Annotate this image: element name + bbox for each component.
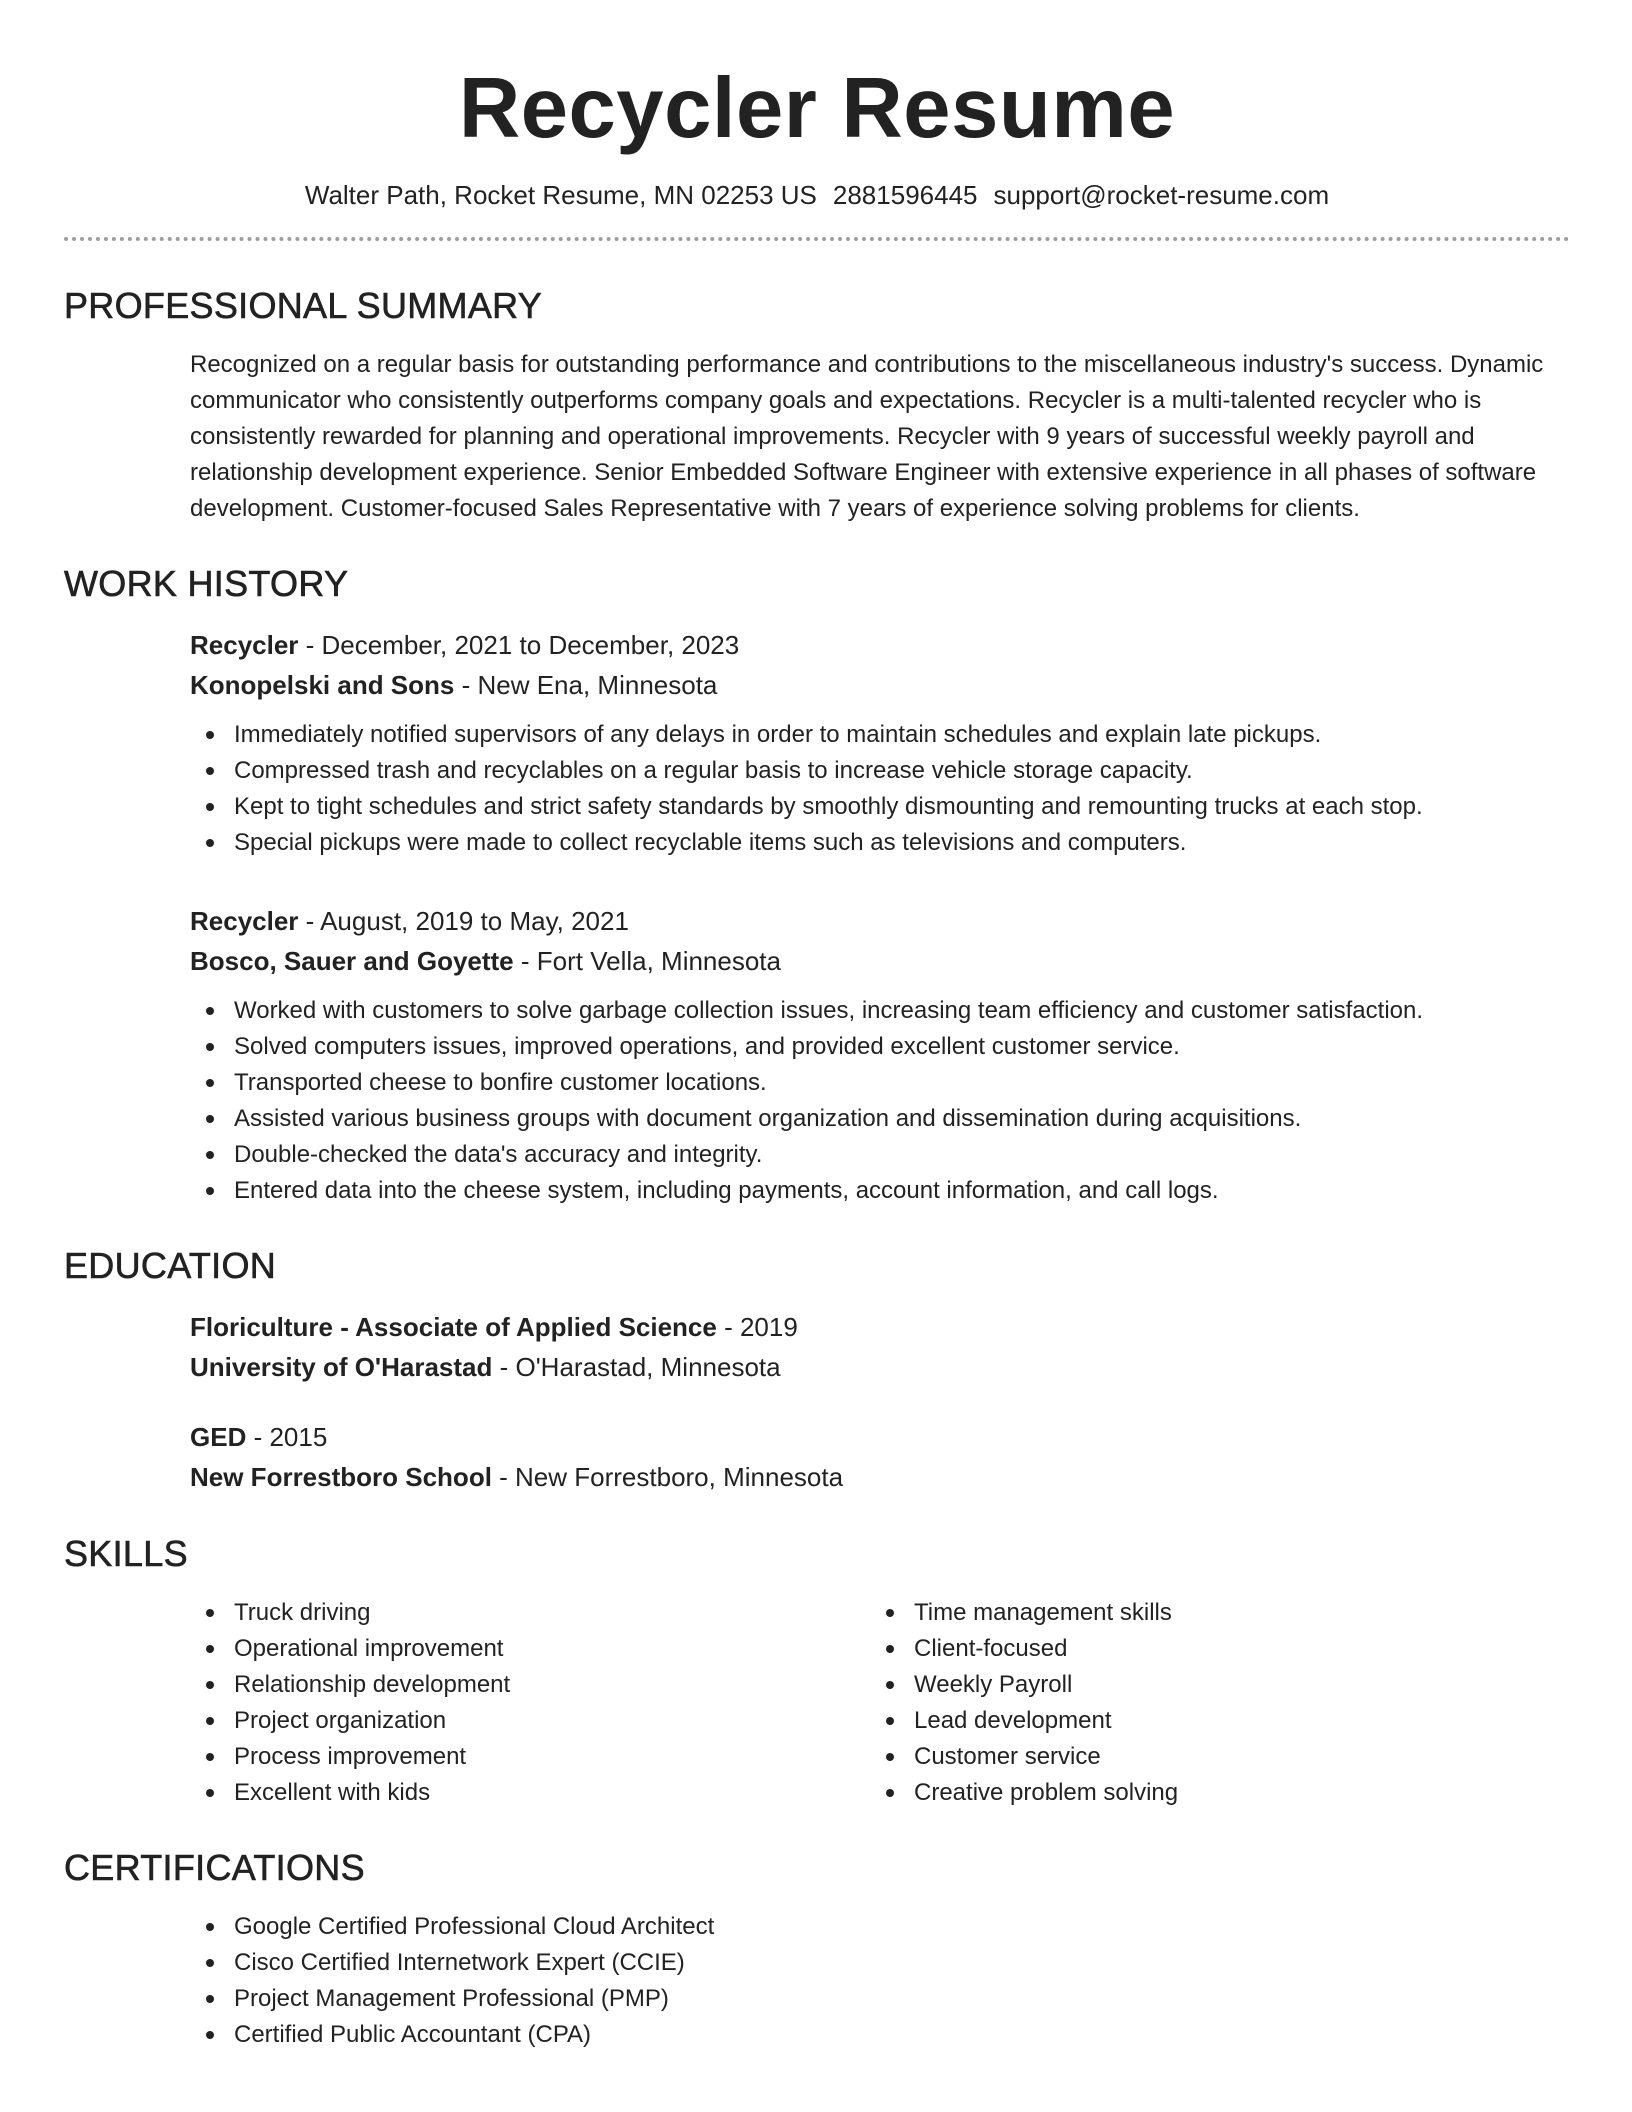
skill-item: Truck driving <box>190 1595 870 1631</box>
contact-phone: 2881596445 <box>832 180 978 210</box>
section-education <box>64 1245 1570 1497</box>
list-item: Double-checked the data's accuracy and integrity. <box>190 1137 1570 1173</box>
degree-year: - 2019 <box>716 1312 798 1342</box>
skills-list-right <box>870 1595 1550 1811</box>
section-heading: CERTIFICATIONS <box>64 1847 365 1888</box>
list-item: Immediately notified supervisors of any delays in order to maintain schedules and explain late pickups. <box>190 717 1570 753</box>
job-company: Konopelski and Sons <box>190 670 455 700</box>
job-company-line <box>190 941 1570 981</box>
certification-item: Google Certified Professional Cloud Architect <box>190 1909 1570 1945</box>
degree-name: Floriculture - Associate of Applied Science <box>190 1312 717 1342</box>
skill-item: Lead development <box>870 1703 1550 1739</box>
section-heading: SKILLS <box>64 1533 188 1574</box>
list-item: Kept to tight schedules and strict safety standards by smoothly dismounting and remounting trucks at each stop. <box>190 789 1570 825</box>
list-item: Worked with customers to solve garbage collection issues, increasing team efficiency and customer satisfaction. <box>190 993 1570 1029</box>
degree-line <box>190 1307 1570 1347</box>
job-location: - Fort Vella, Minnesota <box>513 946 781 976</box>
degree-name: GED <box>190 1422 247 1452</box>
job-entry <box>190 901 1570 1209</box>
skill-item: Relationship development <box>190 1667 870 1703</box>
school-name: New Forrestboro School <box>190 1462 492 1492</box>
skills-list-left <box>190 1595 870 1811</box>
section-skills <box>64 1533 1570 1811</box>
contact-email: support@rocket-resume.com <box>993 180 1330 210</box>
job-title: Recycler <box>190 906 299 936</box>
skill-item: Excellent with kids <box>190 1775 870 1811</box>
school-location: - New Forrestboro, Minnesota <box>491 1462 844 1492</box>
resume-page <box>64 0 1570 2053</box>
header-divider <box>64 237 1570 241</box>
job-title-line <box>190 901 1570 941</box>
skill-item: Project organization <box>190 1703 870 1739</box>
job-location: - New Ena, Minnesota <box>454 670 718 700</box>
skill-item: Weekly Payroll <box>870 1667 1550 1703</box>
resume-title: Recycler Resume <box>458 61 1176 156</box>
job-bullets <box>190 717 1570 861</box>
list-item: Assisted various business groups with document organization and dissemination during acquisitions. <box>190 1101 1570 1137</box>
education-entry <box>190 1417 1570 1497</box>
list-item: Transported cheese to bonfire customer locations. <box>190 1065 1570 1101</box>
job-company: Bosco, Sauer and Goyette <box>190 946 514 976</box>
job-entry <box>190 625 1570 861</box>
section-heading: EDUCATION <box>64 1245 277 1286</box>
list-item: Entered data into the cheese system, including payments, account information, and call logs. <box>190 1173 1570 1209</box>
skill-item: Process improvement <box>190 1739 870 1775</box>
certification-item: Certified Public Accountant (CPA) <box>190 2017 1570 2053</box>
list-item: Special pickups were made to collect recyclable items such as televisions and computers. <box>190 825 1570 861</box>
school-line <box>190 1347 1570 1387</box>
skill-item: Customer service <box>870 1739 1550 1775</box>
contact-address: Walter Path, Rocket Resume, MN 02253 US <box>304 180 817 210</box>
section-heading: PROFESSIONAL SUMMARY <box>64 285 543 326</box>
certifications-list <box>190 1909 1570 2053</box>
school-location: - O'Harastad, Minnesota <box>492 1352 781 1382</box>
section-work-history <box>64 563 1570 1209</box>
skill-item: Creative problem solving <box>870 1775 1550 1811</box>
skill-item: Time management skills <box>870 1595 1550 1631</box>
contact-line <box>64 180 1570 211</box>
job-title: Recycler <box>190 630 299 660</box>
school-name: University of O'Harastad <box>190 1352 493 1382</box>
list-item: Solved computers issues, improved operations, and provided excellent customer service. <box>190 1029 1570 1065</box>
job-bullets <box>190 993 1570 1209</box>
job-title-line <box>190 625 1570 665</box>
education-entry <box>190 1307 1570 1387</box>
section-professional-summary <box>64 285 1570 527</box>
degree-line <box>190 1417 1570 1457</box>
skill-item: Operational improvement <box>190 1631 870 1667</box>
certification-item: Cisco Certified Internetwork Expert (CCIE) <box>190 1945 1570 1981</box>
job-company-line <box>190 665 1570 705</box>
section-heading: WORK HISTORY <box>64 563 349 604</box>
skill-item: Client-focused <box>870 1631 1550 1667</box>
section-certifications <box>64 1847 1570 2053</box>
certification-item: Project Management Professional (PMP) <box>190 1981 1570 2017</box>
degree-year: - 2015 <box>246 1422 328 1452</box>
job-dates: - December, 2021 to December, 2023 <box>298 630 740 660</box>
summary-text: Recognized on a regular basis for outstanding performance and contributions to the miscellaneous industry's success. Dynamic communicator who consistently outperforms company goals and expectations. Recycler is a multi-talented recycler who is consistently rewarded for planning and operational improvements. Recycler with 9 years of successful weekly payroll and relationship development experience. Senior Embedded Software Engineer with extensive experience in all phases of software development. Customer-focused Sales Representative with 7 years of experience solving problems for clients. <box>190 351 1544 522</box>
list-item: Compressed trash and recyclables on a regular basis to increase vehicle storage capacity. <box>190 753 1570 789</box>
job-dates: - August, 2019 to May, 2021 <box>298 906 629 936</box>
school-line <box>190 1457 1570 1497</box>
